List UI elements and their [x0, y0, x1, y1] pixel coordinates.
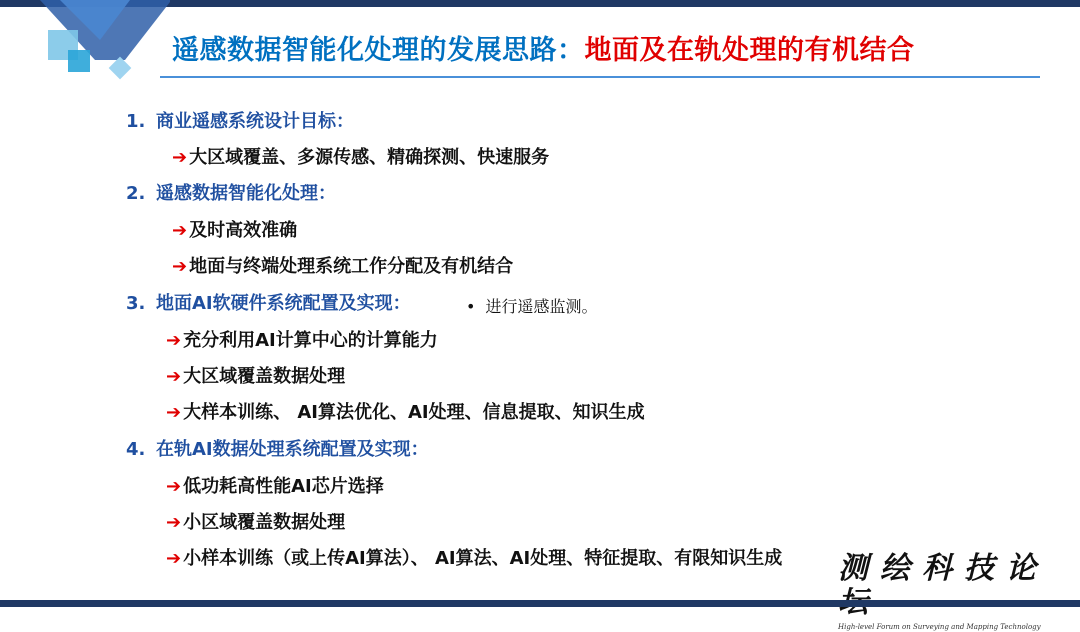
watermark-title: 测绘科技论	[838, 551, 1048, 586]
section-number: 4.	[126, 439, 146, 460]
item-text: 充分利用AI计算中心的计算能力	[183, 330, 438, 351]
section-heading-4	[126, 438, 429, 462]
watermark-logo	[838, 551, 1080, 631]
item-text: 地面与终端处理系统工作分配及有机结合	[189, 256, 514, 277]
list-item	[166, 401, 645, 425]
arrow-icon: ➔	[166, 476, 182, 497]
arrow-icon: ➔	[166, 402, 182, 423]
section-title: 商业遥感系统设计目标：	[156, 111, 354, 132]
section-title: 地面AI软硬件系统配置及实现：	[156, 293, 411, 314]
arrow-icon: ➔	[166, 512, 182, 533]
list-item	[172, 255, 513, 279]
list-item	[166, 547, 782, 571]
arrow-icon: ➔	[172, 147, 188, 168]
arrow-icon: ➔	[166, 548, 182, 569]
list-item	[172, 146, 549, 170]
section-heading-3	[126, 292, 411, 316]
section-number: 3.	[126, 293, 146, 314]
slide-title	[172, 28, 915, 68]
section-number: 1.	[126, 111, 146, 132]
corner-decoration	[0, 0, 170, 95]
arrow-icon: ➔	[172, 220, 188, 241]
list-item	[166, 365, 345, 389]
side-note	[466, 295, 597, 319]
list-item	[166, 475, 384, 499]
item-text: 大区域覆盖、多源传感、精确探测、快速服务	[189, 147, 550, 168]
section-heading-1	[126, 110, 354, 134]
watermark-subtitle: High-level Forum on Surveying and Mapping Technology	[838, 623, 1041, 631]
arrow-icon: ➔	[172, 256, 188, 277]
title-underline	[160, 76, 1040, 78]
item-text: 小样本训练（或上传AI算法）、 AI算法、AI处理、特征提取、有限知识生成	[183, 548, 783, 569]
section-title: 遥感数据智能化处理：	[156, 183, 336, 204]
list-item	[172, 219, 297, 243]
item-text: 大区域覆盖数据处理	[183, 366, 346, 387]
item-text: 及时高效准确	[189, 220, 298, 241]
list-item	[166, 329, 438, 353]
item-text: 低功耗高性能AI芯片选择	[183, 476, 384, 497]
section-number: 2.	[126, 183, 146, 204]
arrow-icon: ➔	[166, 366, 182, 387]
bottom-bar	[0, 600, 1080, 607]
item-text: 大样本训练、 AI算法优化、AI处理、信息提取、知识生成	[183, 402, 645, 423]
section-heading-2	[126, 182, 336, 206]
arrow-icon: ➔	[166, 330, 182, 351]
title-highlight: 地面及在轨处理的有机结合	[584, 35, 915, 66]
bullet-icon: •	[466, 297, 476, 316]
note-text: 进行遥感监测。	[485, 297, 598, 316]
item-text: 小区域覆盖数据处理	[183, 512, 346, 533]
section-title: 在轨AI数据处理系统配置及实现：	[156, 439, 429, 460]
list-item	[166, 511, 345, 535]
title-main: 遥感数据智能化处理的发展思路：	[172, 35, 585, 66]
